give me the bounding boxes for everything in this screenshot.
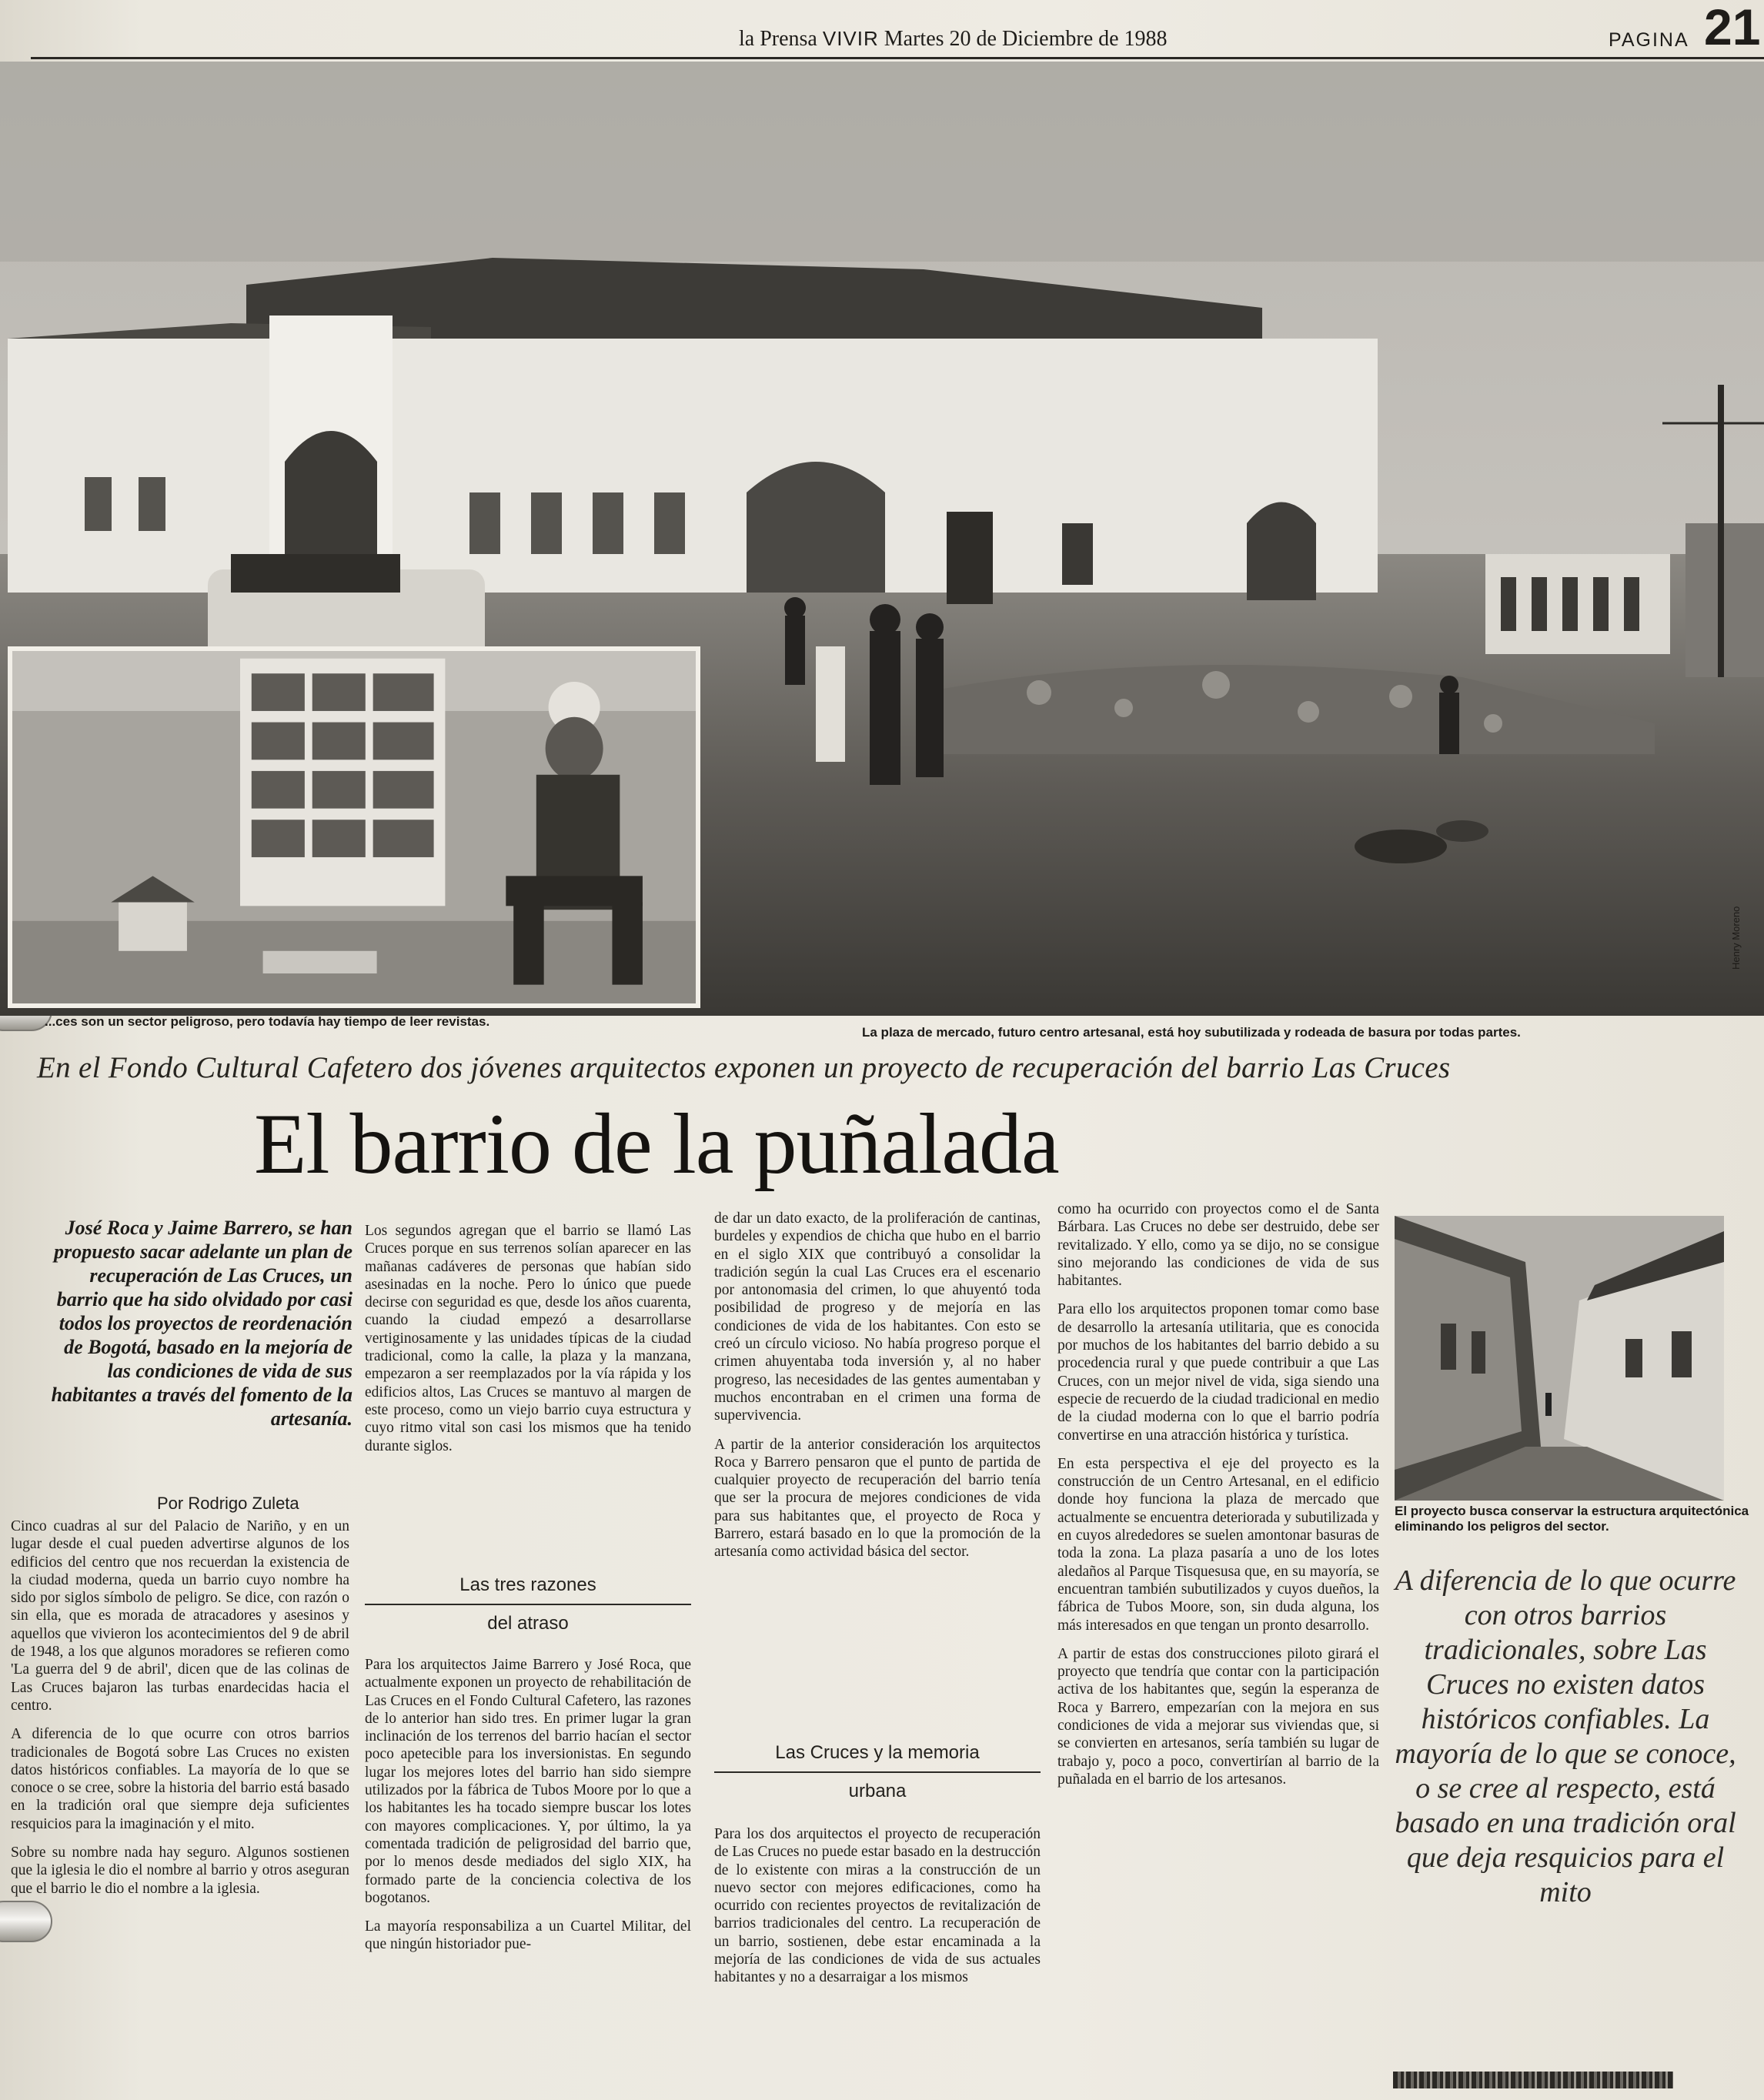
subhead-rule	[714, 1771, 1041, 1773]
pull-quote-ornament	[1393, 2072, 1673, 2088]
article-kicker: En el Fondo Cultural Cafetero dos jóvenes arquitectos exponen un proyecto de recuperación del barrio Las Cruces	[37, 1051, 1451, 1084]
street-image	[1395, 1216, 1724, 1501]
article-column-3	[714, 1210, 1041, 1572]
paragraph: La mayoría responsabiliza a un Cuartel Militar, del que ningún historiador pue-	[365, 1918, 691, 1953]
subhead-memory-line2: urbana	[848, 1781, 907, 1801]
subhead-three-reasons-line2: del atraso	[487, 1613, 569, 1634]
subhead-rule	[365, 1604, 691, 1605]
article-byline: Por Rodrigo Zuleta	[157, 1494, 299, 1513]
article-column-2	[365, 1222, 691, 1466]
photo-credit: Henry Moreno	[1730, 906, 1742, 970]
paragraph: A diferencia de lo que ocurre con otros barrios tradicionales de Bogotá sobre Las Cruces no existen datos históricos confiables. La mayoría de lo que se conoce o se cree, sobre la historia del barrio está basado en la tradición oral que siempre deja suficientes resquicios para la imaginación y el mito.	[11, 1726, 349, 1832]
paragraph: como ha ocurrido con proyectos como el de Santa Bárbara. Las Cruces no debe ser destruido, debe ser revitalizado. Y ello, como ya se dijo, no se consigue sino mejorando las condiciones de vida de sus habitantes.	[1057, 1201, 1379, 1290]
page-number: 21	[1704, 0, 1761, 55]
street-photo-caption: El proyecto busca conservar la estructura arquitectónica eliminando los peligros del sector.	[1395, 1504, 1749, 1534]
pull-quote: A diferencia de lo que ocurre con otros barrios tradicionales, sobre Las Cruces no existen datos históricos confiables. La mayoría de lo que se conoce, o se cree al respecto, está basado en una tradición oral que deja resquicios para el mito	[1395, 1564, 1736, 1908]
masthead	[739, 22, 1355, 55]
header-rule	[31, 57, 1764, 59]
inset-photo-caption: ...ces son un sector peligroso, pero todavía hay tiempo de leer revistas.	[45, 1014, 490, 1029]
page-label: PAGINA	[1609, 29, 1689, 51]
article-column-4	[1057, 1200, 1379, 1799]
article-lead: José Roca y Jaime Barrero, se han propuesto sacar adelante un plan de recuperación de Las Cruces, un barrio que ha sido olvidado por casi todos los proyectos de reordenación de Bogotá, basado en la mejoría de las condiciones de vida de sus habitantes a través del fomento de la artesanía.	[51, 1217, 352, 1430]
article-column-1	[11, 1517, 349, 1908]
subhead-three-reasons: Las tres razones	[459, 1574, 596, 1595]
article-column-3-lower	[714, 1825, 1041, 1998]
subhead-memory: Las Cruces y la memoria	[775, 1742, 980, 1763]
paragraph: Cinco cuadras al sur del Palacio de Nariño, y en un lugar desde el cual pueden advertirse algunos de los edificios del centro que nos recuerdan la existencia de la ciudad moderna, queda un barrio cuyo nombre ha sido por siglos símbolo de peligro. Se dice, con razón o sin ella, que es morada de atracadores y asesinos y aquellos que vivieron los acontecimientos del 9 de abril de 1948, a los que algunos moradores se refieren como 'La guerra del 9 de abril', dicen que de las colinas de Las Cruces bajaron las turbas enardecidas hacia el centro.	[11, 1518, 349, 1714]
paragraph: Sobre su nombre nada hay seguro. Algunos sostienen que la iglesia le dio el nombre al barrio y otros aseguran que el barrio le dio el nombre a la iglesia.	[11, 1845, 349, 1897]
issue-date: Martes 20 de Diciembre de 1988	[884, 27, 1168, 51]
article-column-2-lower	[365, 1656, 691, 1965]
paragraph: de dar un dato exacto, de la proliferación de cantinas, burdeles y expendios de chicha que hubo en el barrio en el siglo XIX que contribuyó a consolidar la tradición según la cual Las Cruces era el escenario por antonomasia del crimen, lo que ahuyentó toda posibilidad de progreso y de mejoría en las condiciones de vida de los habitantes. Con esto se creó un círculo vicioso. No había progreso porque el crimen ahuyentaba toda inversión y, al no haber progreso, las necesidades de las gentes aumentaban y muchos encontraban en el crimen una forma de supervivencia.	[714, 1210, 1041, 1424]
street-photo	[1395, 1216, 1724, 1501]
magazine-vendor-image	[12, 651, 696, 1003]
paragraph: Para los arquitectos Jaime Barrero y José Roca, que actualmente exponen un proyecto de rehabilitación de Las Cruces en el Fondo Cultural Cafetero, las razones de lo anterior han sido tres. En primer lugar la gran inclinación de los terrenos del barrio hacían el sector poco apetecible para los inversionistas. En segundo lugar los mejores lotes del barrio han sido siempre utilizados por la fábrica de Tubos Moore por lo que a los habitantes les ha tocado siempre buscar los lotes con mayores complicaciones. Y, por último, la ya comentada tradición de peligrosidad del barrio que, por lo menos desde mediados del siglo XIX, ha formado parte de la conciencia colectiva de los bogotanos.	[365, 1657, 691, 1906]
paragraph: A partir de la anterior consideración los arquitectos Roca y Barrero pensaron que el punto de partida de cualquier proyecto de recuperación del barrio tenía que ser la procura de mejores condiciones de vida para sus habitantes que, el proyecto de Roca y Barrero, estará basado en lo que la promoción de la artesanía como actividad básica del sector.	[714, 1436, 1041, 1561]
magazine-vendor-photo	[8, 646, 700, 1008]
paragraph: A partir de estas dos construcciones piloto girará el proyecto que tendría que contar con la participación activa de los habitantes que, según la esperanza de Roca y Barrero, empezarían con la mejora en sus condiciones de vida a mejorar sus viviendas que, si se convierten en artesanos, sería también su lugar de trabajo y, poco a poco, convertirían al barrio de la puñalada en el barrio de los artesanos.	[1057, 1645, 1379, 1788]
main-photo-caption: La plaza de mercado, futuro centro artesanal, está hoy subutilizada y rodeada de basura por todas partes.	[862, 1025, 1521, 1040]
paragraph: Para ello los arquitectos proponen tomar como base de desarrollo la artesanía utilitaria, que es conocida por muchos de los habitantes del barrio debido a su procedencia rural y que puede contribuir a que Las Cruces, con un mejor nivel de vida, siga siendo una especie de recuerdo de la ciudad tradicional en medio de la ciudad moderna con lo que el barrio podría convertirse en una atracción histórica y turística.	[1057, 1301, 1379, 1444]
section-name: VIVIR	[822, 27, 879, 50]
newspaper-name: la Prensa	[739, 27, 817, 51]
paragraph: En esta perspectiva el eje del proyecto es la construcción de un Centro Artesanal, en el edificio donde hoy funciona la plaza de mercado que actualmente se encuentra deteriorada y subutilizada y en cuyos alrededores se suelen amontonar basuras de toda la zona. La plaza pasaría a uno de los lotes aledaños al Parque Tisquesusa que, en su mayoría, se encuentran también subutilizados y cuyos dueños, la fábrica de Tubos Moore, son, sin duda alguna, los más interesados en que tengan un pronto desarrollo.	[1057, 1455, 1379, 1634]
article-headline: El barrio de la puñalada	[254, 1097, 1059, 1192]
paragraph: Para los dos arquitectos el proyecto de recuperación de Las Cruces no puede estar basado en la destrucción de lo existente con miras a la construcción de un nuevo sector con mejores edificaciones, como ha ocurrido con recientes proyectos de revitalización de barrios tradicionales del centro. La recuperación de un barrio, sostienen, debe estar encaminada a la mejoría de las condiciones de vida de sus actuales habitantes y no a desarraigar a los mismos	[714, 1826, 1041, 1986]
paragraph: Los segundos agregan que el barrio se llamó Las Cruces porque en sus terrenos solían aparecer en las mañanas cadáveres de personas que habían sido asesinadas en la noche. Pero lo único que puede decirse con seguridad es que, desde los años cuarenta, cuando la ciudad empezó a desarrollarse vertiginosamente y las unidades típicas de la ciudad tradicional, como la calle, la plaza y la manzana, empezaron a ser reemplazados por la vía rápida y los edificios altos, Las Cruces se mantuvo al margen de este proceso, como un viejo barrio cuya estructura y cuyo ritmo vital son casi los mismos que ha tenido durante siglos.	[365, 1223, 691, 1454]
